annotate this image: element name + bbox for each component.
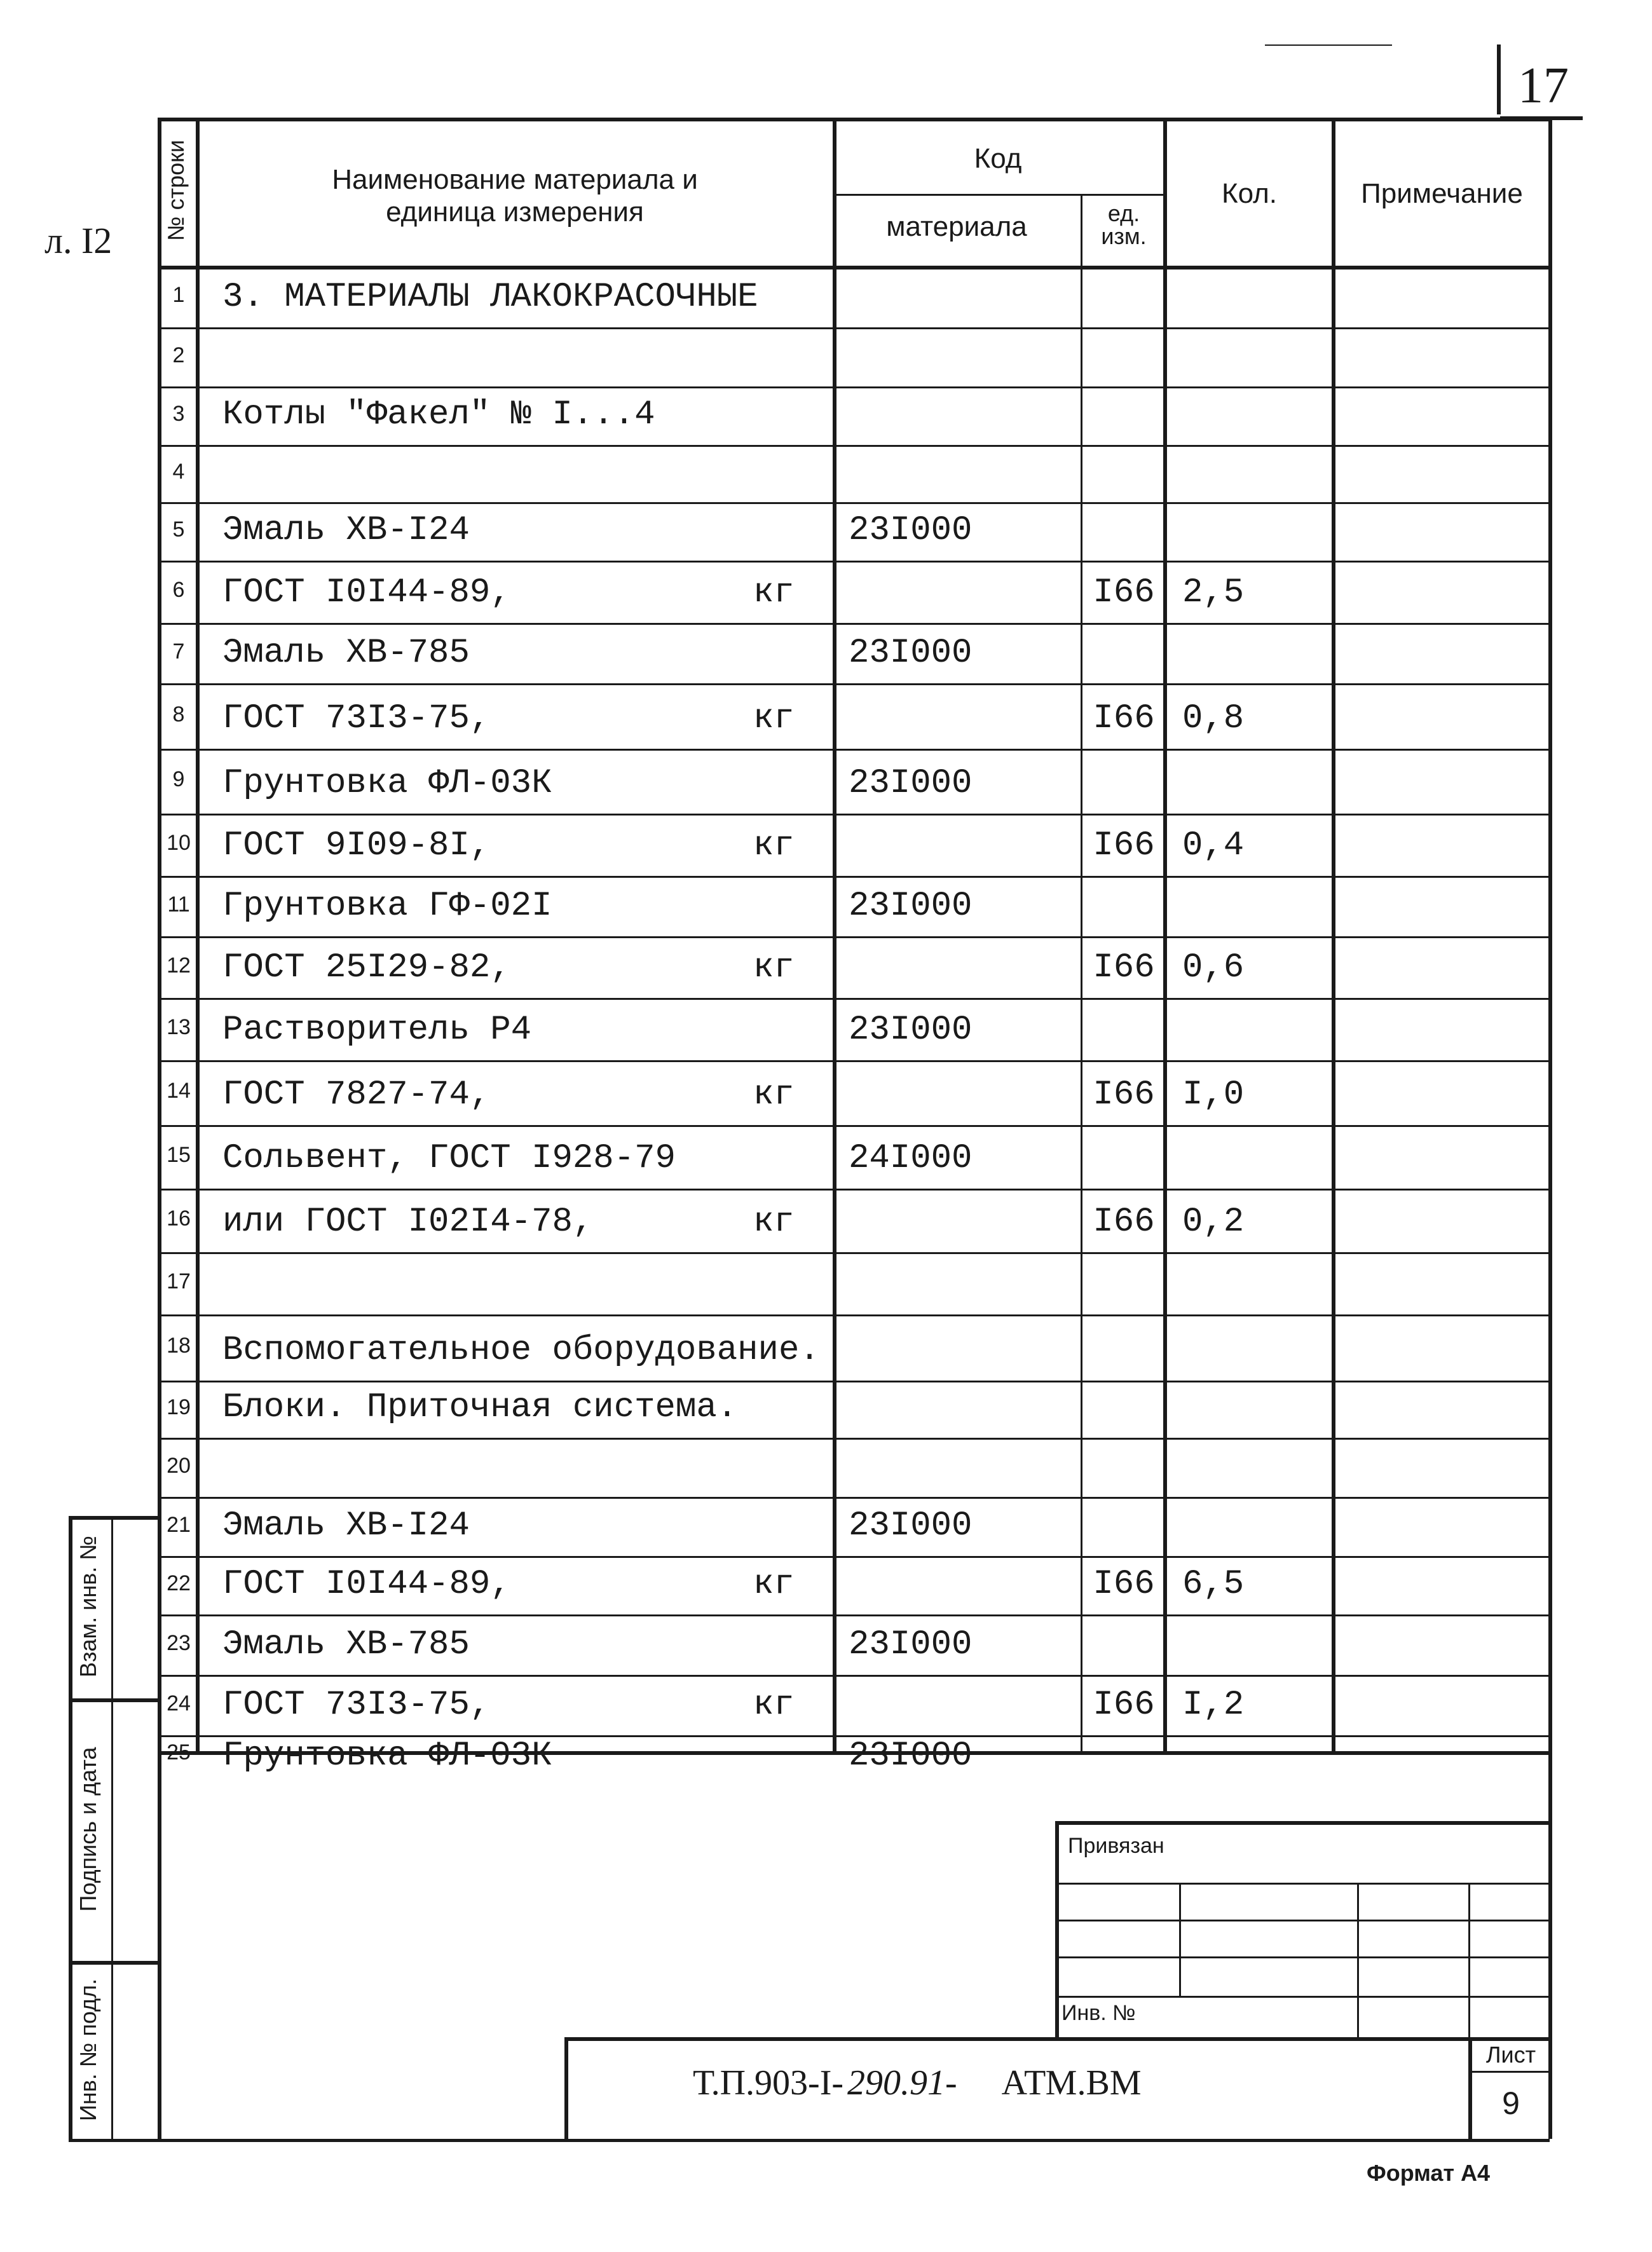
row-number: 12 [167,953,191,978]
material-name: Эмаль ХВ-785 [222,1625,470,1664]
row-number: 25 [167,1740,191,1764]
row-number: 1 [172,282,185,307]
table-row [0,1614,1652,1675]
row-number: 9 [172,767,185,791]
table-row [0,749,1652,814]
material-code: 23I000 [849,1625,973,1664]
format-label: Формат А4 [1367,2160,1491,2186]
material-code: 23I000 [849,887,973,925]
row-number: 20 [167,1453,191,1478]
quantity: 0,4 [1182,826,1245,865]
header-name: Наименование материала и единица измерения [332,164,698,228]
stamp-vzam: Взам. инв. № [75,1535,101,1678]
header-note: Примечание [1361,178,1523,209]
unit-label: кг [753,573,795,612]
header-qty: Кол. [1221,178,1278,209]
table-row [0,266,1652,327]
row-number: 4 [172,460,185,484]
row-number: 15 [167,1143,191,1167]
unit-code: I66 [1093,573,1155,612]
row-number: 21 [167,1512,191,1537]
table-row [0,327,1652,386]
row-number: 22 [167,1571,191,1595]
material-name: ГОСТ 9I09-8I, [222,826,491,865]
header-row-no: № строки [163,140,189,242]
table-row [0,683,1652,749]
inv-no-label: Инв. № [1062,2001,1136,2025]
row-number: 23 [167,1630,191,1655]
material-code: 23I000 [849,1506,973,1545]
quantity: 0,2 [1182,1203,1245,1241]
row-number: 19 [167,1395,191,1419]
material-code: 23I000 [849,511,973,550]
row-number: 3 [172,402,185,426]
row-number: 16 [167,1206,191,1231]
unit-label: кг [753,1565,795,1604]
doc-code-right: АТМ.ВМ [1001,2063,1142,2103]
table-row [0,1381,1652,1438]
unit-label: кг [753,699,795,738]
row-number: 7 [172,639,185,664]
material-name: Грунтовка ГФ-02I [222,887,552,925]
table-row [0,1060,1652,1125]
table-row [0,1556,1652,1614]
unit-code: I66 [1093,699,1155,738]
unit-code: I66 [1093,948,1155,987]
material-name: Эмаль ХВ-I24 [222,1506,470,1545]
stamp-inv: Инв. № подл. [75,1978,101,2122]
quantity: 2,5 [1182,573,1245,612]
table-row [0,1189,1652,1252]
table-row [0,876,1652,936]
material-code: 24I000 [849,1139,973,1178]
table-row [0,1438,1652,1497]
header-code: Код [974,143,1022,174]
table-row [0,1735,1652,1775]
sheet-number: 9 [1502,2085,1520,2121]
table-row [0,386,1652,445]
row-number: 8 [172,702,185,727]
material-name: Вспомогательное оборудование. [222,1331,820,1370]
doc-code-left: Т.П.903-I- [693,2063,843,2103]
table-row [0,1497,1652,1556]
table-row [0,561,1652,623]
table-row [0,1125,1652,1189]
row-number: 14 [167,1079,191,1103]
unit-code: I66 [1093,1203,1155,1241]
unit-code: I66 [1093,1686,1155,1724]
material-name: ГОСТ I0I44-89, [222,1565,511,1604]
stamp-podpis: Подпись и дата [75,1747,101,1912]
table-row [0,1675,1652,1735]
material-code: 23I000 [849,634,973,672]
material-name: Эмаль ХВ-I24 [222,511,470,550]
material-name: ГОСТ 73I3-75, [222,699,491,738]
material-name: Эмаль ХВ-785 [222,634,470,672]
material-code: 23I000 [849,1011,973,1049]
unit-code: I66 [1093,826,1155,865]
row-number: 18 [167,1334,191,1358]
material-name: Котлы "Факел" № I...4 [222,395,655,434]
material-name: Сольвент, ГОСТ I928-79 [222,1139,676,1178]
table-row [0,1314,1652,1381]
unit-label: кг [753,1686,795,1724]
quantity: I,0 [1182,1075,1245,1114]
material-code: 23I000 [849,764,973,803]
material-name: Грунтовка ФЛ-03К [222,764,552,803]
row-number: 11 [167,892,190,917]
unit-code: I66 [1093,1075,1155,1114]
quantity: I,2 [1182,1686,1245,1724]
table-row [0,623,1652,683]
material-name: ГОСТ 73I3-75, [222,1686,491,1724]
unit-label: кг [753,1075,795,1114]
table-row [0,936,1652,998]
material-name: ГОСТ I0I44-89, [222,573,511,612]
header-code-material: материала [886,211,1027,242]
row-number: 10 [167,831,191,855]
unit-label: кг [753,826,795,865]
material-code: 23I000 [849,1737,973,1775]
table-row [0,502,1652,561]
material-name: Грунтовка ФЛ-03К [222,1737,552,1775]
quantity: 0,8 [1182,699,1245,738]
unit-code: I66 [1093,1565,1155,1604]
material-name: или ГОСТ I02I4-78, [222,1203,594,1241]
quantity: 0,6 [1182,948,1245,987]
row-number: 17 [167,1269,191,1293]
row-number: 6 [172,578,185,602]
unit-label: кг [753,1203,795,1241]
row-number: 5 [172,517,185,542]
table-row [0,814,1652,876]
document-code [693,2063,1142,2103]
privyazan-label: Привязан [1068,1834,1164,1858]
material-name: ГОСТ 25I29-82, [222,948,511,987]
quantity: 6,5 [1182,1565,1245,1604]
material-name: ГОСТ 7827-74, [222,1075,491,1114]
unit-label: кг [753,948,795,987]
row-number: 13 [167,1015,191,1039]
table-row [0,1252,1652,1314]
material-name: Растворитель Р4 [222,1011,532,1049]
sheet-ref: л. I2 [44,220,113,261]
table-row [0,998,1652,1060]
material-name: 3. МАТЕРИАЛЫ ЛАКОКРАСОЧНЫЕ [222,278,758,317]
table-row [0,445,1652,502]
sheet-label: Лист [1485,2042,1536,2068]
row-number: 24 [167,1691,191,1716]
doc-code-hand: 290.91- [847,2063,957,2103]
header-code-unit: ед. изм. [1101,200,1147,249]
material-name: Блоки. Приточная система. [222,1388,738,1427]
row-number: 2 [172,343,185,367]
page-number: 17 [1518,58,1569,114]
